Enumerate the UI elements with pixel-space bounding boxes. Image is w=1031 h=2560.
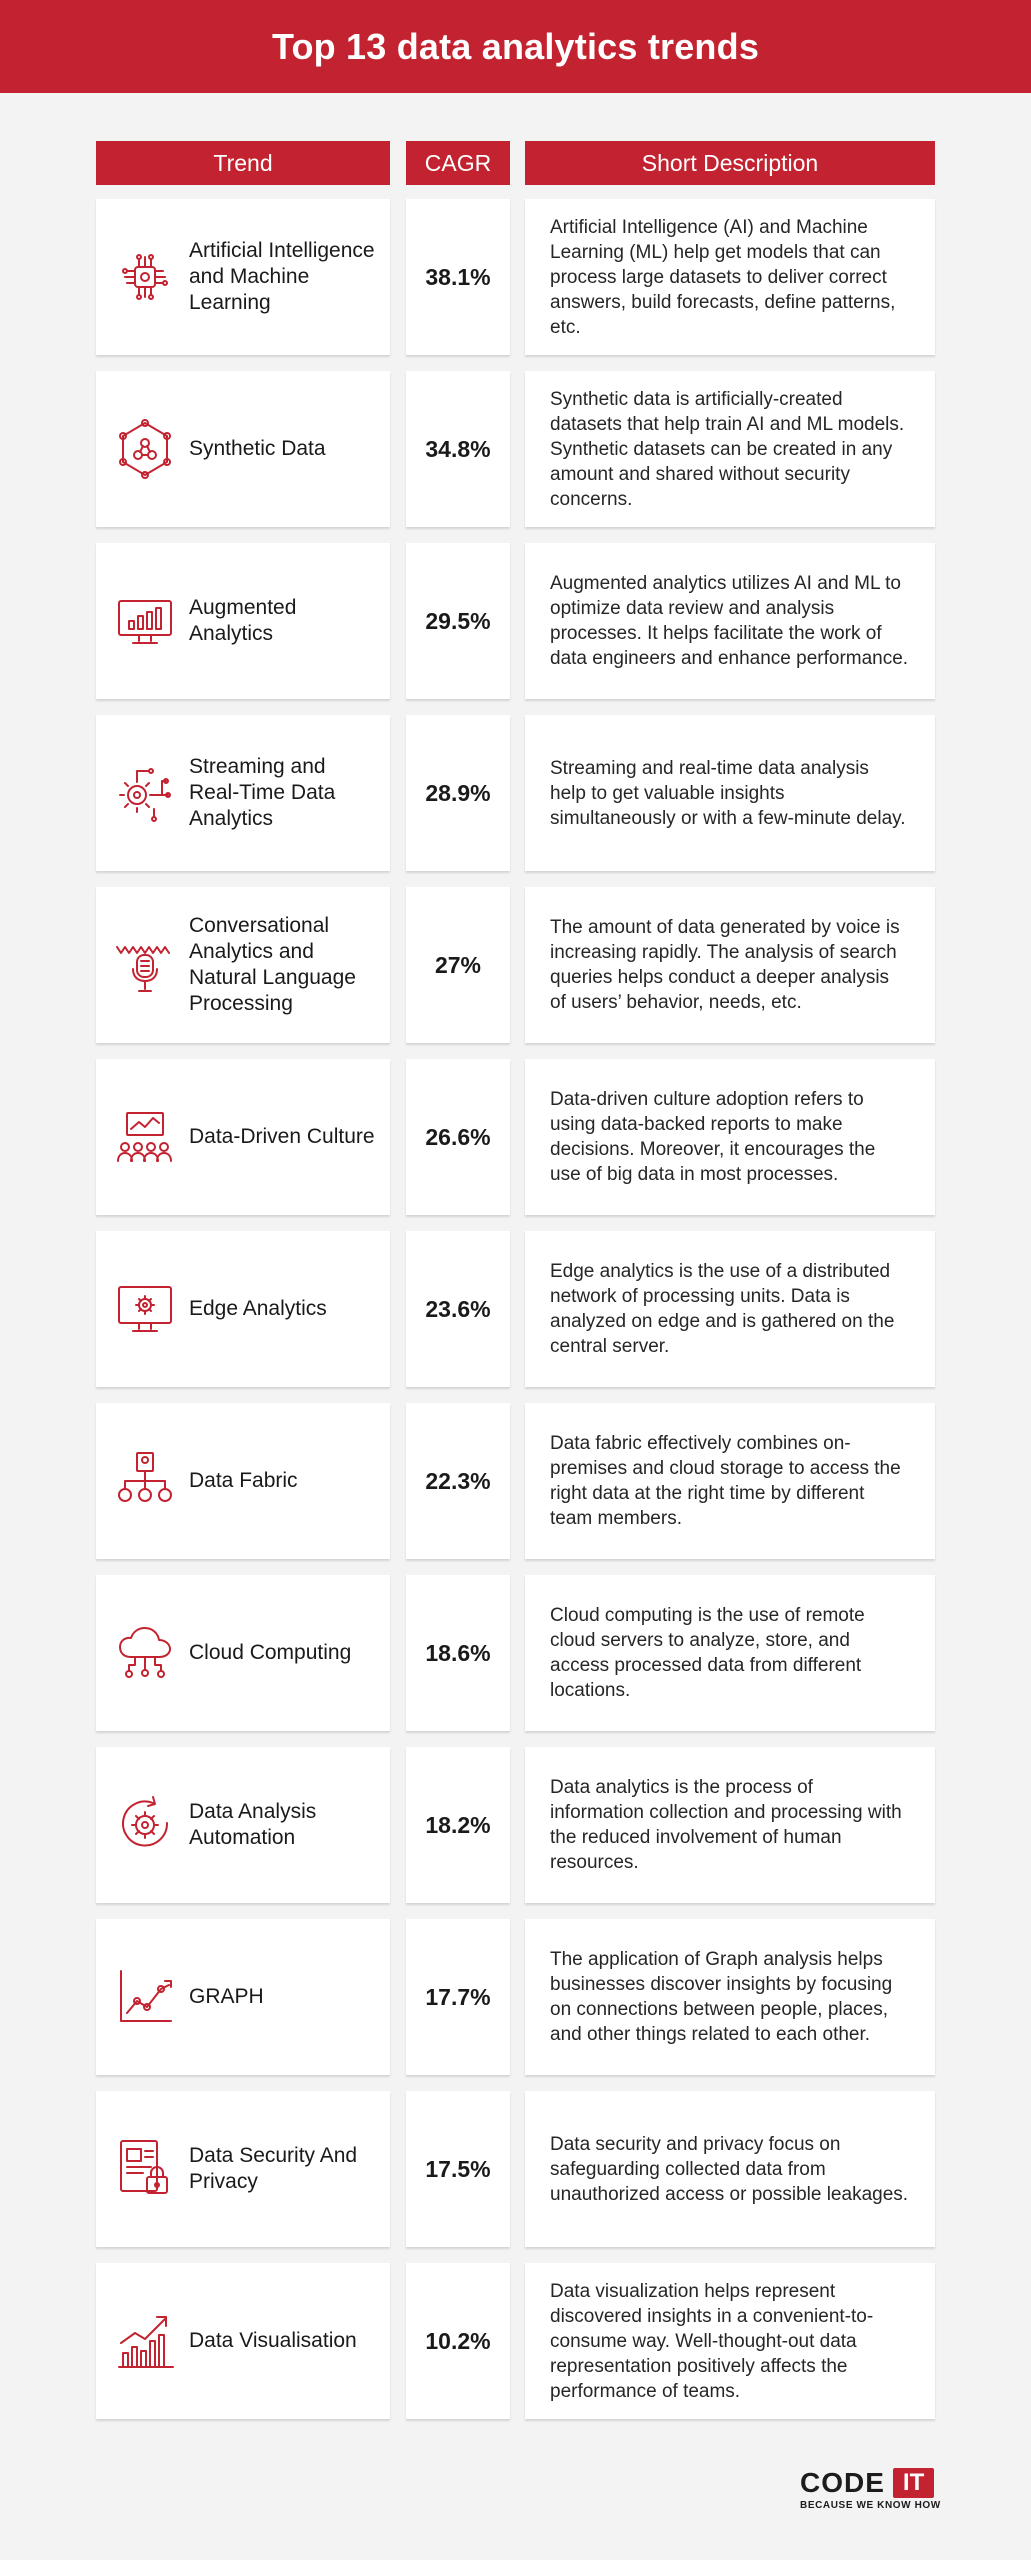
description-cell (525, 1575, 935, 1731)
cagr-value: 17.7% (425, 1983, 491, 2010)
table-row (0, 715, 1031, 873)
column-header-description: Short Description (525, 141, 935, 185)
trend-cell (96, 1403, 390, 1559)
trend-cell (96, 1059, 390, 1215)
description-text: Artificial Intelligence (AI) and Machine Learning (ML) help get models that can process large datasets to deliver correct answers, build forecasts, define patterns, etc. (550, 216, 896, 338)
cagr-cell (406, 887, 510, 1043)
table-row (0, 1919, 1031, 2077)
table-row (0, 1231, 1031, 1389)
description-text: Data fabric effectively combines on-premises and cloud storage to access the right data at the right time by different team members. (550, 1433, 901, 1529)
description-text: Cloud computing is the use of remote cloud servers to analyze, store, and access processed data from different locations. (550, 1605, 865, 1701)
cloud-network-icon (113, 1621, 177, 1685)
trend-cell (96, 371, 390, 527)
description-text: The amount of data generated by voice is increasing rapidly. The analysis of search queries helps conduct a deeper analysis of users’ behavior, needs, etc. (550, 917, 900, 1013)
trend-cell (96, 543, 390, 699)
synthetic-network-icon (113, 417, 177, 481)
logo-tagline: BECAUSE WE KNOW HOW (800, 2500, 941, 2511)
trend-cell (96, 1231, 390, 1387)
cagr-cell (406, 715, 510, 871)
cagr-cell (406, 1231, 510, 1387)
cagr-cell (406, 1919, 510, 2075)
table-row (0, 887, 1031, 1045)
cagr-value: 22.3% (425, 1467, 491, 1494)
description-cell (525, 543, 935, 699)
trend-cell (96, 2091, 390, 2247)
company-logo (800, 2468, 990, 2516)
description-cell (525, 1403, 935, 1559)
description-text: Edge analytics is the use of a distributed network of processing units. Data is analyzed on edge and is gathered on the central server. (550, 1261, 895, 1357)
table-row (0, 1575, 1031, 1733)
page-title: Top 13 data analytics trends (271, 25, 760, 67)
description-cell (525, 1059, 935, 1215)
line-graph-icon (113, 1965, 177, 2029)
cagr-cell (406, 1575, 510, 1731)
cagr-cell (406, 371, 510, 527)
microphone-wave-icon (113, 933, 177, 997)
trend-cell (96, 1919, 390, 2075)
description-cell (525, 715, 935, 871)
cagr-value: 10.2% (425, 2327, 491, 2354)
trend-name: Streaming and Real-Time Data Analytics (189, 755, 336, 830)
gear-circuit-icon (113, 761, 177, 825)
description-text: Data analytics is the process of information collection and processing with the reduced involvement of human resources. (550, 1777, 902, 1873)
column-header-trend: Trend (96, 141, 390, 185)
description-text: Data security and privacy focus on safeguarding collected data from unauthorized access or possible leakages. (550, 2133, 909, 2205)
column-header-cagr: CAGR (406, 141, 510, 185)
trend-cell (96, 1747, 390, 1903)
trend-cell (96, 2263, 390, 2419)
cagr-value: 34.8% (425, 435, 491, 462)
table-row (0, 2263, 1031, 2421)
cagr-value: 26.6% (425, 1123, 491, 1150)
description-cell (525, 2091, 935, 2247)
table-row (0, 1747, 1031, 1905)
description-text: Data-driven culture adoption refers to using data-backed reports to make decisions. Moreover, it encourages the use of big data in most processes. (550, 1089, 876, 1185)
cagr-cell (406, 2263, 510, 2419)
description-cell (525, 887, 935, 1043)
trend-name: Data Analysis Automation (189, 1800, 317, 1849)
cagr-value: 23.6% (425, 1295, 491, 1322)
table-row (0, 1059, 1031, 1217)
cagr-value: 29.5% (425, 607, 491, 634)
description-cell (525, 1919, 935, 2075)
monitor-gear-icon (113, 1277, 177, 1341)
trend-cell (96, 715, 390, 871)
trend-name: Data Visualisation (189, 2329, 357, 2352)
table-row (0, 2091, 1031, 2249)
trend-name: Artificial Intelligence and Machine Learning (189, 239, 375, 314)
table-row (0, 371, 1031, 529)
description-cell (525, 199, 935, 355)
gear-refresh-icon (113, 1793, 177, 1857)
trend-cell (96, 199, 390, 355)
cagr-cell (406, 1059, 510, 1215)
bar-growth-icon (113, 2309, 177, 2373)
trend-name: Synthetic Data (189, 437, 326, 460)
trend-name: Cloud Computing (189, 1641, 352, 1664)
description-cell (525, 2263, 935, 2419)
trend-name: GRAPH (189, 1985, 264, 2008)
description-text: Streaming and real-time data analysis help to get valuable insights simultaneously or with a few-minute delay. (550, 757, 906, 829)
trend-name: Data-Driven Culture (189, 1125, 375, 1148)
trend-name: Data Security And Privacy (189, 2144, 358, 2193)
trend-cell (96, 1575, 390, 1731)
cagr-value: 27% (434, 951, 482, 978)
description-cell (525, 1747, 935, 1903)
description-cell (525, 371, 935, 527)
cagr-cell (406, 199, 510, 355)
cagr-value: 38.1% (425, 263, 491, 290)
cagr-cell (406, 1403, 510, 1559)
table-row (0, 1403, 1031, 1561)
cagr-cell (406, 543, 510, 699)
description-text: The application of Graph analysis helps businesses discover insights by focusing on connections between people, places, and other things related to each other. (550, 1949, 893, 2045)
hierarchy-icon (113, 1449, 177, 1513)
logo-it-badge: IT (893, 2468, 934, 2498)
description-cell (525, 1231, 935, 1387)
description-text: Augmented analytics utilizes AI and ML to optimize data review and analysis processes. It helps facilitate the work of data engineers and enhance performance. (550, 573, 909, 669)
table-row (0, 199, 1031, 357)
monitor-chart-icon (113, 589, 177, 653)
description-text: Data visualization helps represent discovered insights in a convenient-to-consume way. Well-thought-out data representation positively affects the performance of teams. (550, 2280, 874, 2402)
team-board-icon (113, 1105, 177, 1169)
trend-name: Augmented Analytics (189, 596, 297, 645)
logo-code-text: CODE (800, 2467, 885, 2498)
description-text: Synthetic data is artificially-created datasets that help train AI and ML models. Synthetic datasets can be created in any amount and shared without security concerns. (550, 388, 905, 510)
ai-chip-icon (113, 245, 177, 309)
cagr-cell (406, 1747, 510, 1903)
table-row (0, 543, 1031, 701)
trend-name: Conversational Analytics and Natural Language Processing (189, 914, 356, 1015)
trend-cell (96, 887, 390, 1043)
cagr-value: 17.5% (425, 2155, 491, 2182)
cagr-value: 18.6% (425, 1639, 491, 1666)
document-lock-icon (113, 2137, 177, 2201)
cagr-cell (406, 2091, 510, 2247)
trend-name: Edge Analytics (189, 1297, 327, 1320)
cagr-value: 18.2% (425, 1811, 491, 1838)
trend-name: Data Fabric (189, 1469, 298, 1492)
cagr-value: 28.9% (425, 779, 491, 806)
